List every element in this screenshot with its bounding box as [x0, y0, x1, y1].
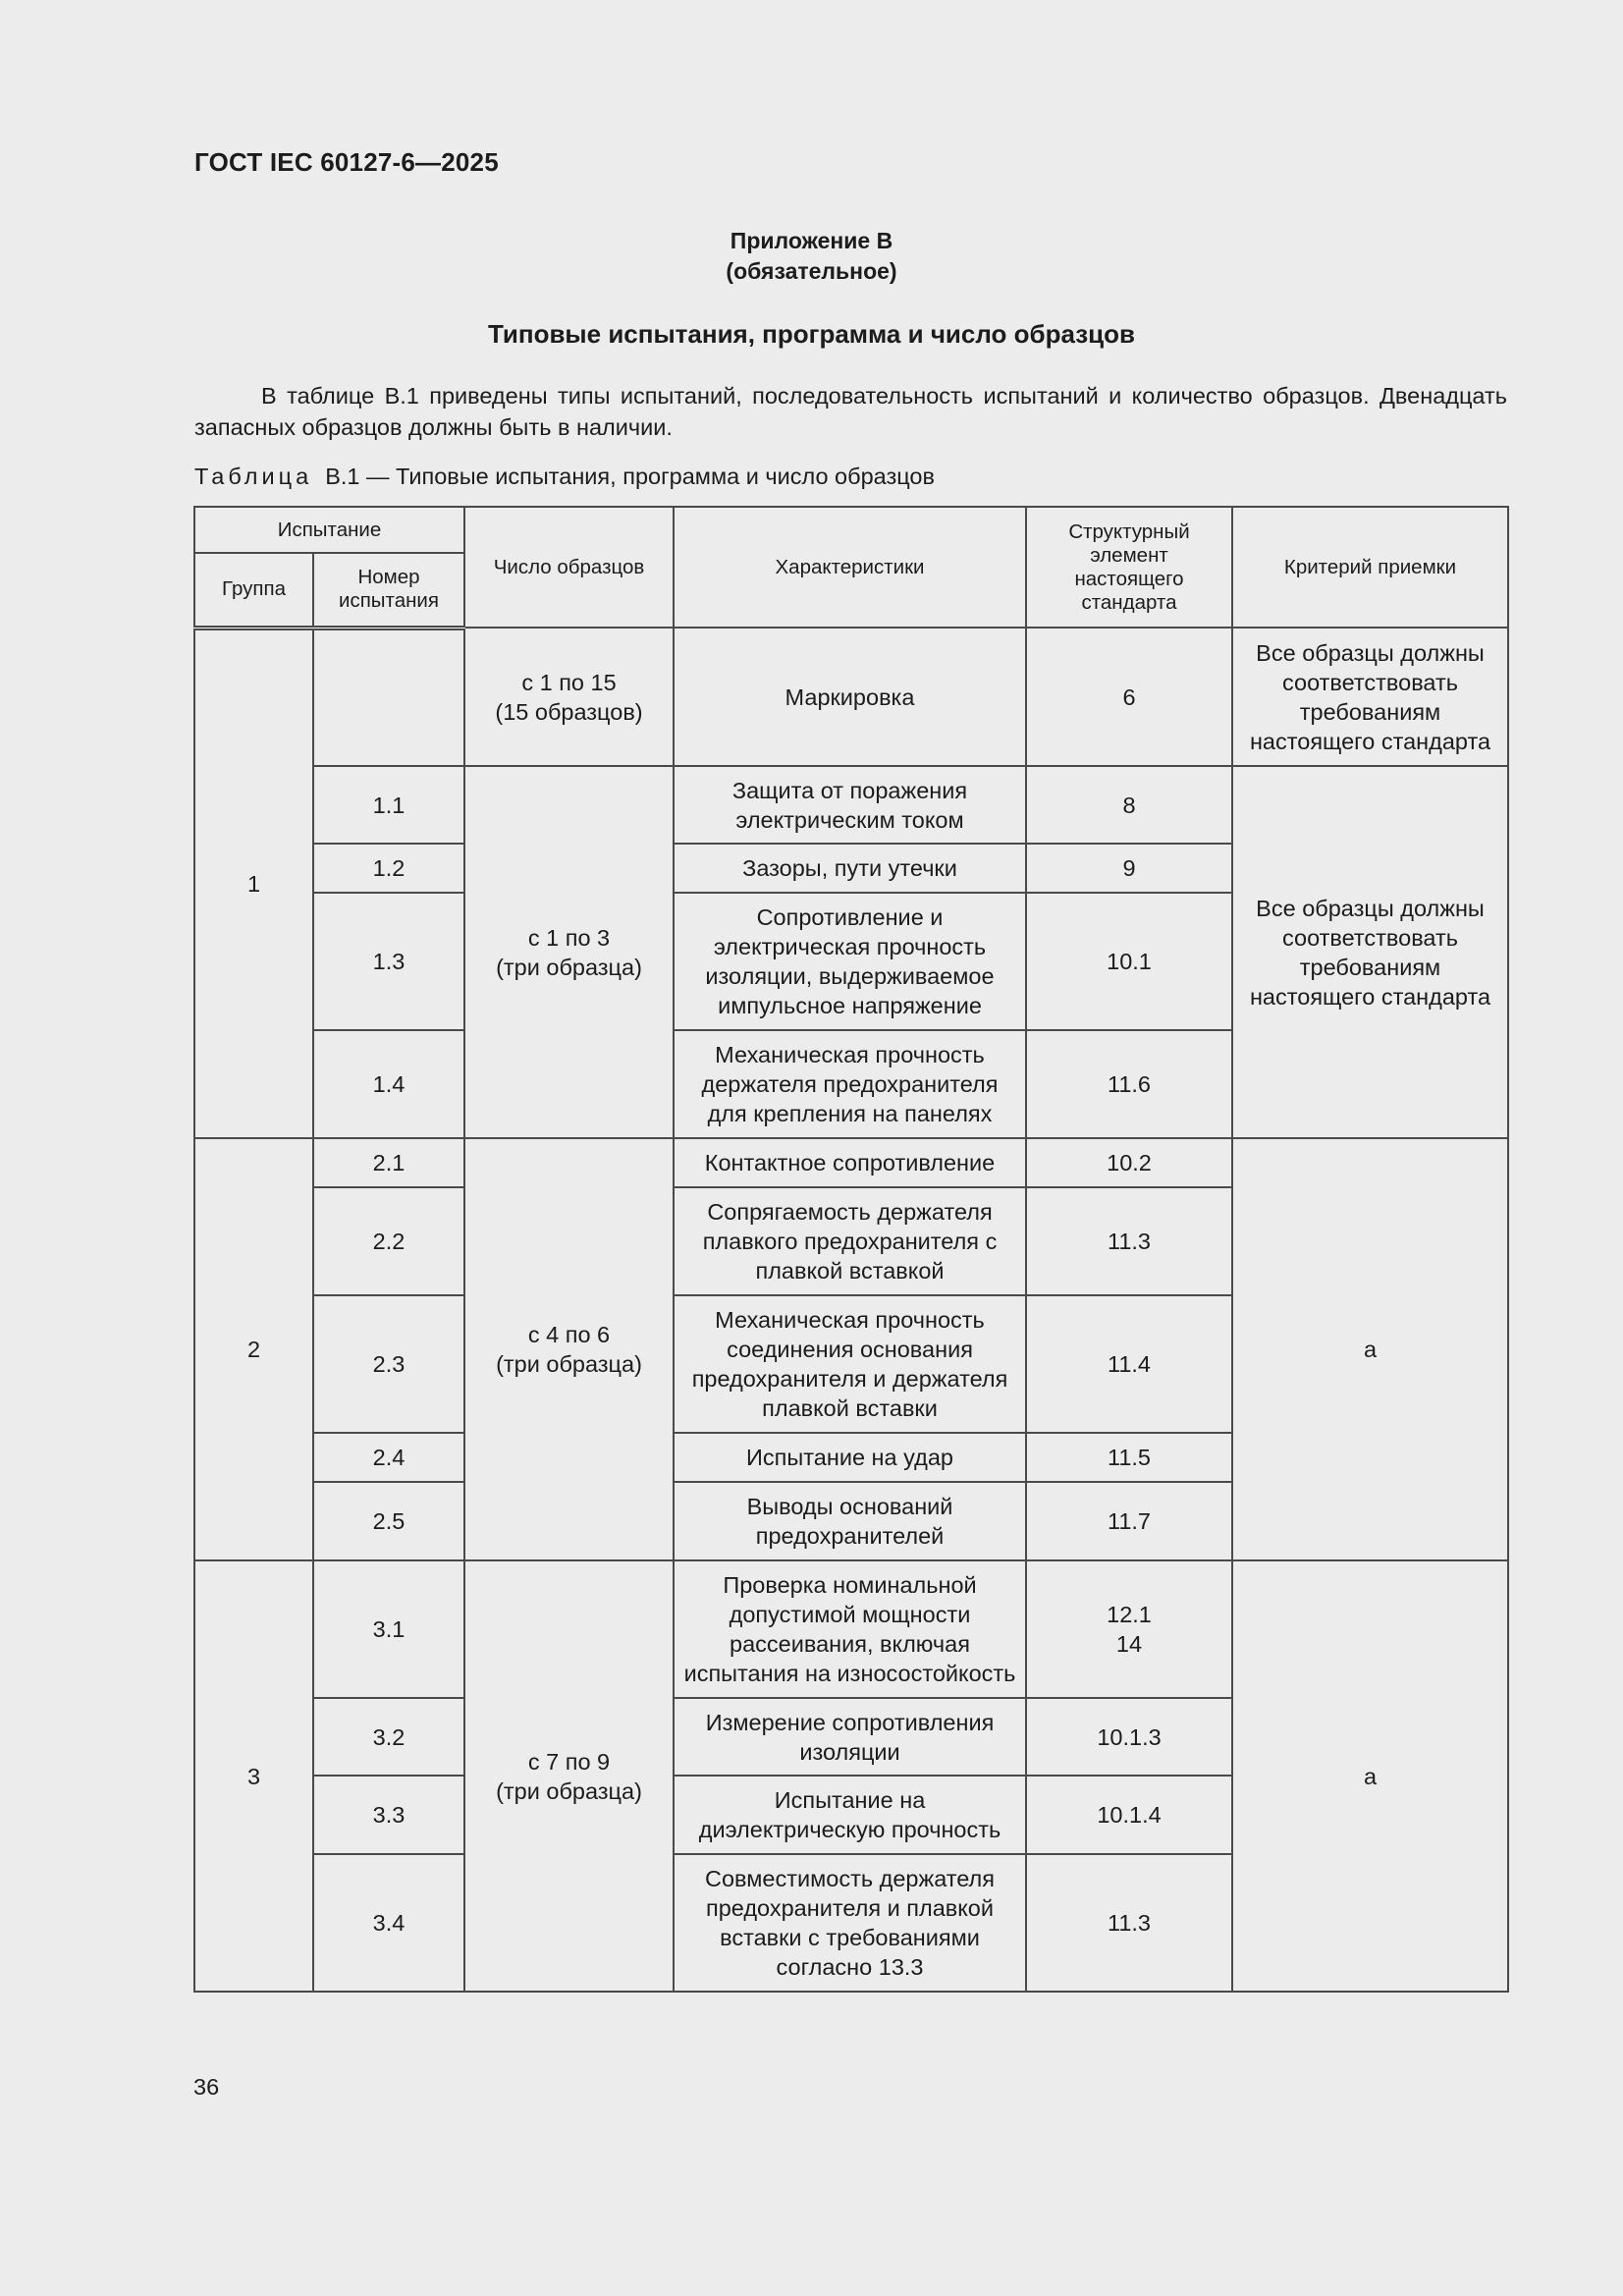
clause-cell: 8	[1026, 766, 1232, 844]
characteristic-cell: Зазоры, пути утечки	[674, 844, 1026, 893]
group-cell: 1	[194, 628, 313, 1138]
test-number-cell: 3.4	[313, 1854, 464, 1992]
annex-heading: Типовые испытания, программа и число образцов	[487, 319, 1136, 349]
samples-cell: с 1 по 15 (15 образцов)	[464, 628, 674, 766]
clause-cell: 10.1.4	[1026, 1776, 1232, 1854]
header-group: Группа	[194, 553, 313, 628]
table-row	[194, 1560, 1508, 1698]
characteristic-cell: Совместимость держателя предохранителя и плавкой вставки с требованиями согласно 13.3	[674, 1854, 1026, 1992]
table-caption-prefix: Таблица	[194, 464, 313, 489]
test-number-cell: 3.3	[313, 1776, 464, 1854]
header-test-number: Номер испытания	[313, 553, 464, 628]
characteristic-cell: Защита от поражения электрическим током	[674, 766, 1026, 844]
characteristic-cell: Испытание на удар	[674, 1433, 1026, 1482]
criterion-cell: Все образцы должны соответствовать требованиям настоящего стандарта	[1232, 766, 1508, 1138]
document-code: ГОСТ IEC 60127-6—2025	[194, 147, 499, 177]
samples-cell: с 4 по 6 (три образца)	[464, 1138, 674, 1560]
clause-cell: 12.1 14	[1026, 1560, 1232, 1698]
clause-cell: 9	[1026, 844, 1232, 893]
characteristic-cell: Контактное сопротивление	[674, 1138, 1026, 1187]
characteristic-cell: Испытание на диэлектрическую прочность	[674, 1776, 1026, 1854]
clause-cell: 10.1	[1026, 893, 1232, 1030]
test-number-cell: 1.1	[313, 766, 464, 844]
test-number-cell: 2.4	[313, 1433, 464, 1482]
criterion-footnote: a	[1232, 1138, 1508, 1560]
characteristic-cell: Сопрягаемость держателя плавкого предохранителя с плавкой вставкой	[674, 1187, 1026, 1295]
test-number-cell: 3.1	[313, 1560, 464, 1698]
criterion-footnote: a	[1232, 1560, 1508, 1992]
header-samples: Число образцов	[464, 507, 674, 628]
table-row	[194, 1138, 1508, 1187]
criterion-cell: Все образцы должны соответствовать требованиям настоящего стандарта	[1232, 628, 1508, 766]
clause-cell: 10.1.3	[1026, 1698, 1232, 1776]
annex-title: Приложение В	[730, 228, 893, 253]
characteristic-cell: Механическая прочность держателя предохранителя для крепления на панелях	[674, 1030, 1026, 1138]
test-number-cell: 1.2	[313, 844, 464, 893]
table-row	[194, 628, 1508, 766]
characteristic-cell: Выводы оснований предохранителей	[674, 1482, 1026, 1560]
group-cell: 3	[194, 1560, 313, 1992]
clause-cell: 11.3	[1026, 1187, 1232, 1295]
test-number-cell: 1.3	[313, 893, 464, 1030]
table-caption-text: В.1 — Типовые испытания, программа и число образцов	[325, 464, 935, 489]
intro-paragraph: В таблице В.1 приведены типы испытаний, последовательность испытаний и количество образцов. Двенадцать запасных образцов должны быть в наличии.	[194, 383, 1507, 440]
test-number-cell: 2.3	[313, 1295, 464, 1433]
group-cell: 2	[194, 1138, 313, 1560]
header-criterion: Критерий приемки	[1232, 507, 1508, 628]
test-program-table	[193, 506, 1509, 1993]
samples-cell: с 1 по 3 (три образца)	[464, 766, 674, 1138]
characteristic-cell: Проверка номинальной допустимой мощности рассеивания, включая испытания на износостойкость	[674, 1560, 1026, 1698]
test-number-cell: 3.2	[313, 1698, 464, 1776]
clause-cell: 11.5	[1026, 1433, 1232, 1482]
page-number: 36	[193, 2074, 220, 2100]
table-caption	[194, 464, 935, 490]
annex-label	[0, 226, 1623, 287]
clause-cell: 11.7	[1026, 1482, 1232, 1560]
test-number-cell: 2.1	[313, 1138, 464, 1187]
header-clause: Структурный элемент настоящего стандарта	[1026, 507, 1232, 628]
clause-cell: 11.3	[1026, 1854, 1232, 1992]
clause-cell: 10.2	[1026, 1138, 1232, 1187]
test-number-cell: 2.2	[313, 1187, 464, 1295]
test-number-cell: 1.4	[313, 1030, 464, 1138]
header-test: Испытание	[194, 507, 464, 553]
test-number-cell	[313, 628, 464, 766]
samples-cell: с 7 по 9 (три образца)	[464, 1560, 674, 1992]
clause-cell: 6	[1026, 628, 1232, 766]
table-row	[194, 766, 1508, 844]
characteristic-cell: Измерение сопротивления изоляции	[674, 1698, 1026, 1776]
characteristic-cell: Маркировка	[674, 628, 1026, 766]
clause-cell: 11.6	[1026, 1030, 1232, 1138]
characteristic-cell: Сопротивление и электрическая прочность изоляции, выдерживаемое импульсное напряжение	[674, 893, 1026, 1030]
characteristic-cell: Механическая прочность соединения основания предохранителя и держателя плавкой вставки	[674, 1295, 1026, 1433]
test-number-cell: 2.5	[313, 1482, 464, 1560]
clause-cell: 11.4	[1026, 1295, 1232, 1433]
header-characteristics: Характеристики	[674, 507, 1026, 628]
annex-status: (обязательное)	[726, 258, 897, 284]
